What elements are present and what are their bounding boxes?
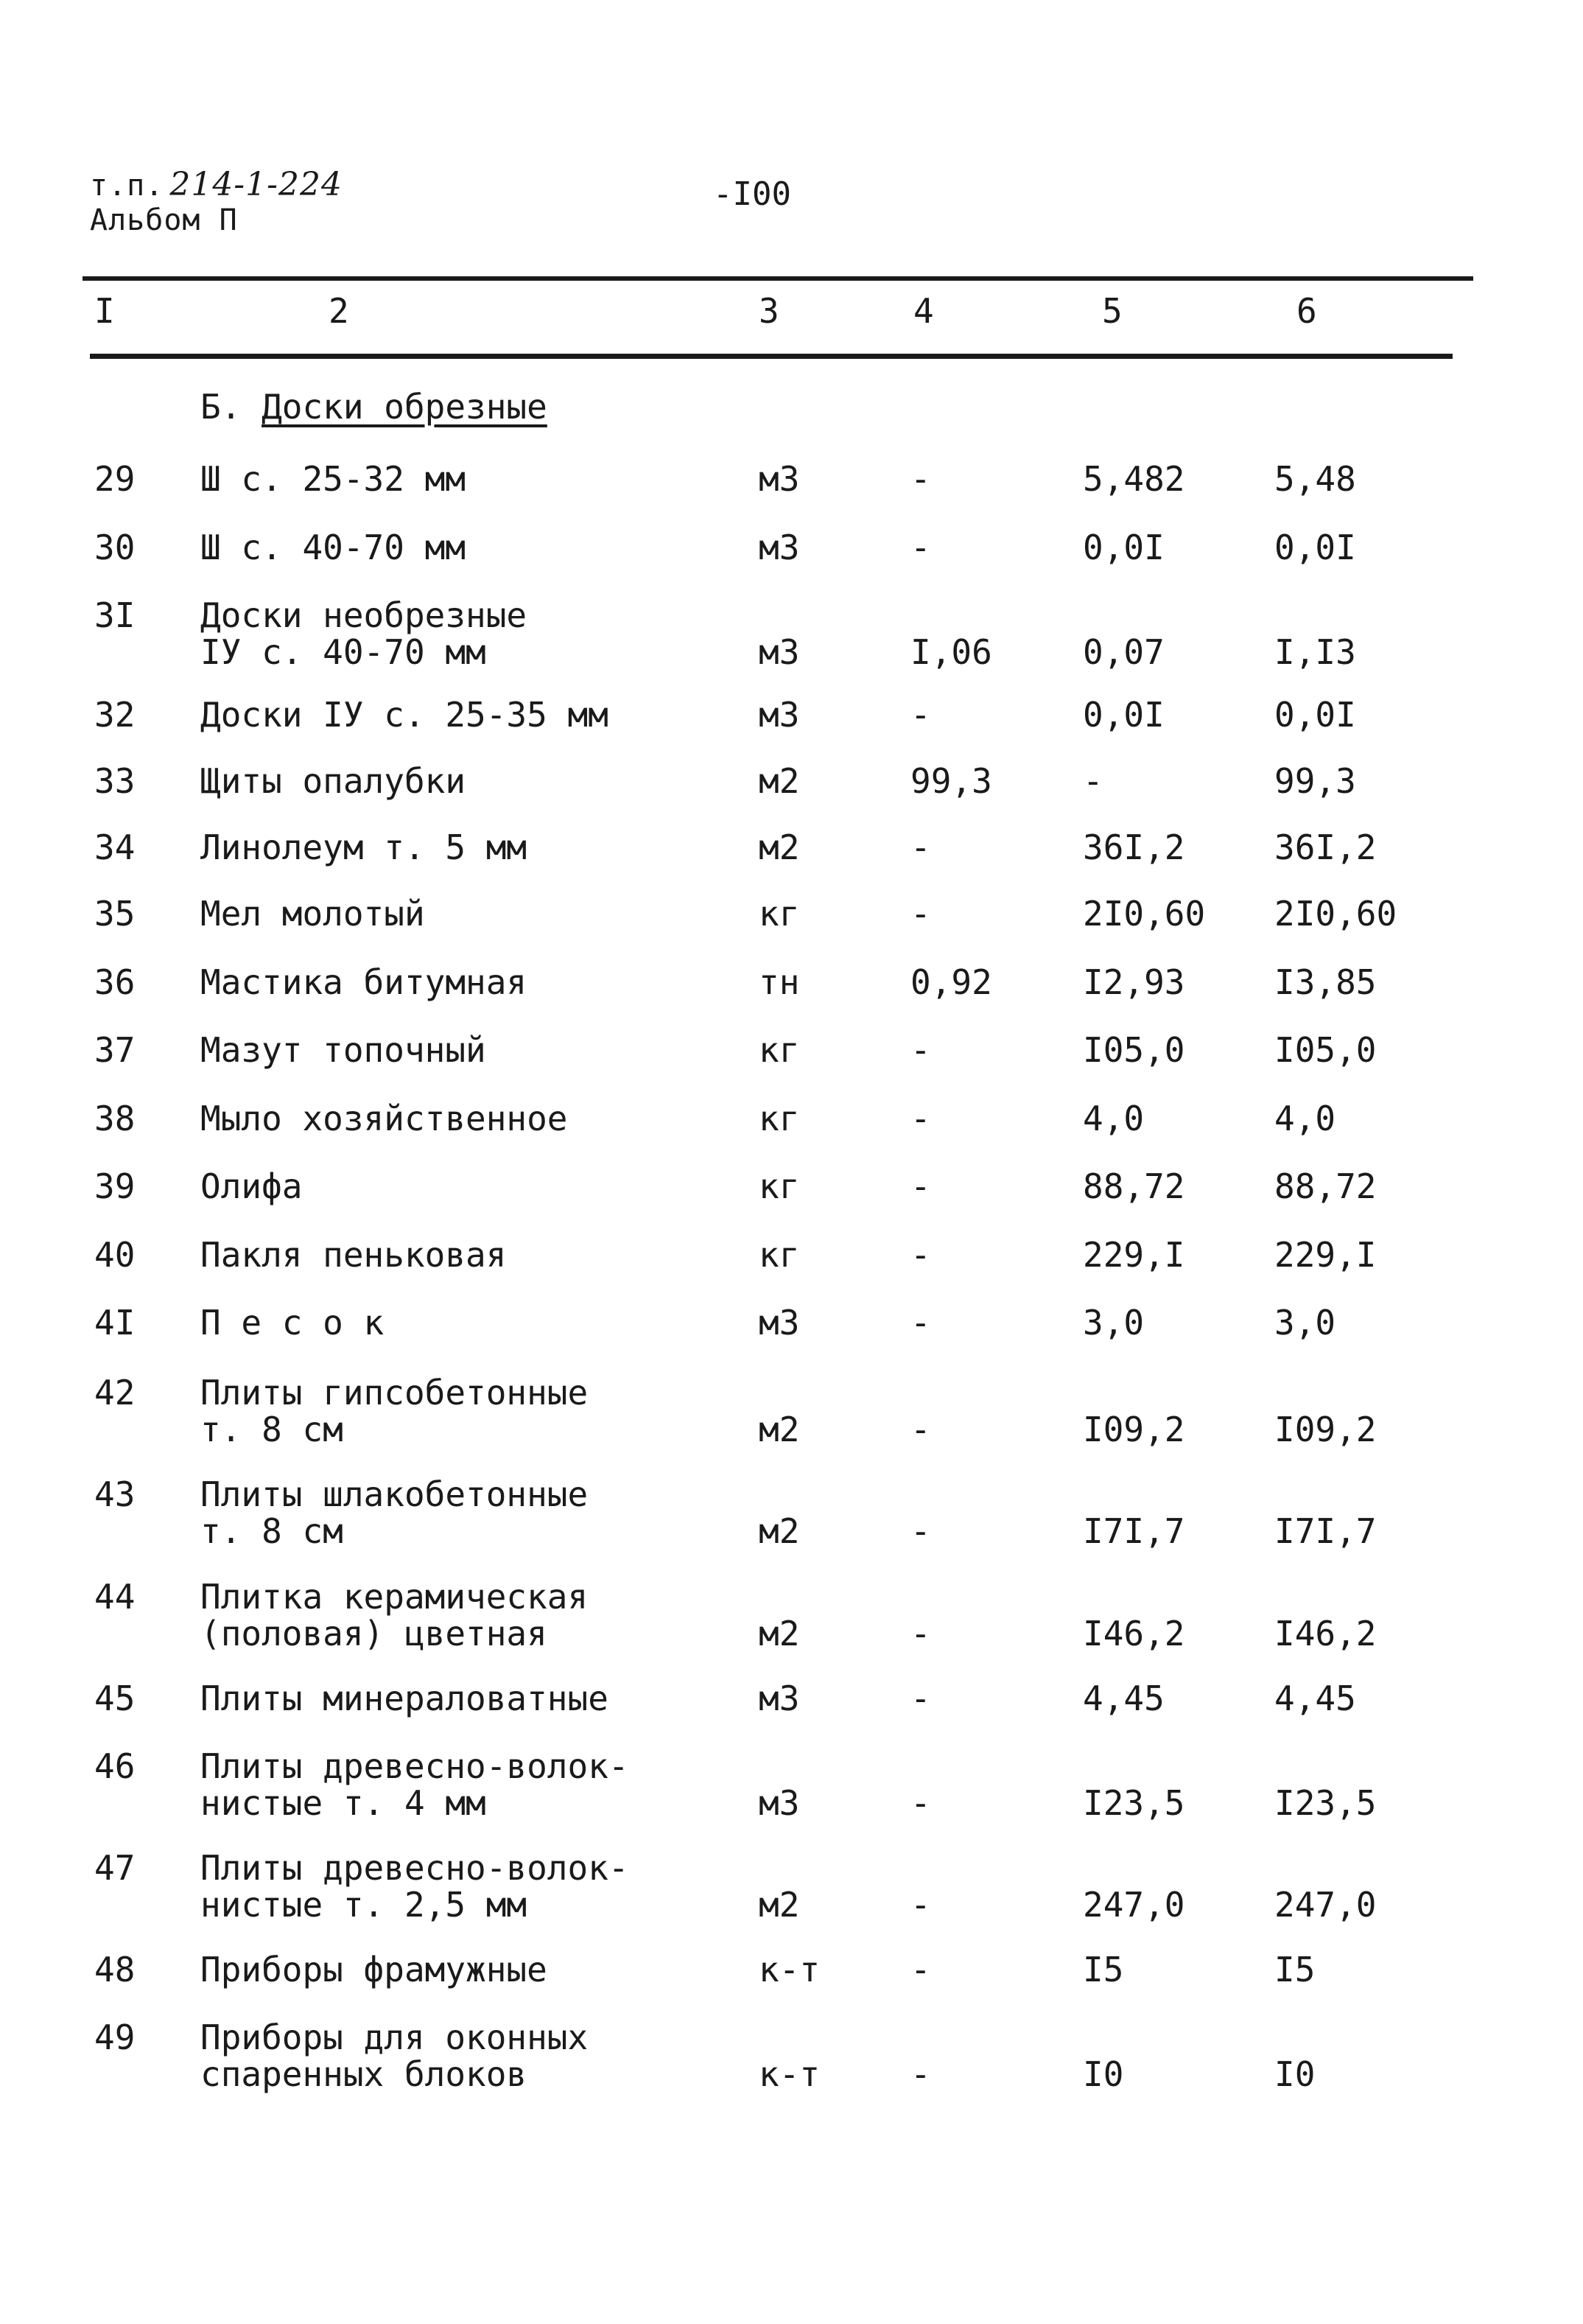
material-name (200, 895, 425, 932)
value-col4: - (910, 1511, 931, 1551)
unit-cell: к-т (759, 1950, 821, 1989)
table-top-rule (83, 276, 1473, 281)
material-name-line: Ш с. 25-32 мм (200, 459, 466, 499)
value-col6: I3,85 (1274, 962, 1377, 1002)
album-label: Альбом П (90, 203, 238, 237)
value-col5: 36I,2 (1083, 827, 1185, 867)
material-name-line: т. 8 см (200, 1410, 343, 1449)
column-header-5: 5 (1102, 291, 1123, 331)
value-col6: 0,0I (1274, 528, 1356, 567)
material-name (200, 1374, 588, 1448)
material-name (200, 1476, 588, 1550)
table-header-rule (90, 354, 1453, 359)
value-col5: 229,I (1083, 1235, 1185, 1275)
unit-cell: тн (759, 962, 800, 1002)
value-col4: - (910, 1235, 931, 1275)
value-col5: - (1083, 761, 1103, 801)
value-col6: I5 (1274, 1950, 1316, 1989)
row-number: 37 (94, 1030, 136, 1070)
value-col4: 99,3 (910, 761, 992, 801)
value-col5: 4,0 (1083, 1099, 1145, 1138)
material-name (200, 696, 608, 733)
row-number: 33 (94, 761, 136, 801)
material-name-line: Щиты опалубки (200, 761, 466, 801)
value-col4: - (910, 695, 931, 735)
unit-cell: м3 (759, 459, 800, 499)
value-col6: I23,5 (1274, 1783, 1377, 1823)
value-col5: I2,93 (1083, 962, 1185, 1002)
value-col5: I5 (1083, 1950, 1124, 1989)
row-number: 44 (94, 1577, 136, 1617)
value-col6: 36I,2 (1274, 827, 1377, 867)
value-col5: 0,0I (1083, 695, 1165, 735)
row-number: 40 (94, 1235, 136, 1275)
value-col4: - (910, 1679, 931, 1718)
value-col6: 4,45 (1274, 1679, 1356, 1718)
value-col5: 2I0,60 (1083, 894, 1206, 934)
material-name (200, 964, 527, 1001)
value-col5: 0,0I (1083, 528, 1165, 567)
material-name-line: Мастика битумная (200, 962, 527, 1002)
row-number: 35 (94, 894, 136, 934)
value-col4: - (910, 459, 931, 499)
value-col4: - (910, 827, 931, 867)
unit-cell: м2 (759, 1410, 800, 1449)
material-name (200, 829, 527, 866)
row-number: 48 (94, 1950, 136, 1989)
unit-cell: м2 (759, 761, 800, 801)
material-name-line: Ш с. 40-70 мм (200, 528, 466, 567)
unit-cell: м3 (759, 1783, 800, 1823)
value-col6: 4,0 (1274, 1099, 1336, 1138)
material-name-line: нистые т. 2,5 мм (200, 1885, 527, 1925)
material-name (200, 1304, 384, 1341)
unit-cell: к-т (759, 2054, 821, 2094)
column-header-6: 6 (1296, 291, 1317, 331)
material-name-line: Приборы для оконных (200, 2017, 589, 2057)
project-code-number: 214-1-224 (169, 166, 343, 203)
value-col4: - (910, 1950, 931, 1989)
material-name-line: Плиты шлакобетонные (200, 1474, 589, 1514)
row-number: 39 (94, 1166, 136, 1206)
material-name (200, 1236, 506, 1273)
value-col5: I05,0 (1083, 1030, 1185, 1070)
material-name-line: нистые т. 4 мм (200, 1783, 486, 1823)
value-col4: - (910, 1030, 931, 1070)
material-name (200, 529, 466, 566)
material-name-line: П е с о к (200, 1303, 385, 1343)
row-number: 45 (94, 1679, 136, 1718)
material-name (200, 2019, 588, 2093)
material-name (200, 1680, 608, 1717)
unit-cell: кг (759, 1030, 800, 1070)
value-col5: I09,2 (1083, 1410, 1185, 1449)
value-col4: - (910, 528, 931, 567)
material-name (200, 1168, 302, 1205)
project-code-label: т.п. (90, 169, 164, 203)
value-col4: - (910, 1099, 931, 1138)
unit-cell: м3 (759, 695, 800, 735)
row-number: 29 (94, 459, 136, 499)
value-col5: 4,45 (1083, 1679, 1165, 1718)
value-col5: I7I,7 (1083, 1511, 1185, 1551)
value-col6: 99,3 (1274, 761, 1356, 801)
unit-cell: м3 (759, 528, 800, 567)
material-name (200, 763, 466, 799)
material-name-line: Олифа (200, 1166, 303, 1206)
unit-cell: м3 (759, 1303, 800, 1343)
value-col4: - (910, 1303, 931, 1343)
material-name-line: Мел молотый (200, 894, 425, 934)
column-header-4: 4 (913, 291, 934, 331)
row-number: 32 (94, 695, 136, 735)
project-code (90, 166, 343, 203)
unit-cell: м3 (759, 632, 800, 672)
value-col6: 229,I (1274, 1235, 1377, 1275)
value-col4: - (910, 1783, 931, 1823)
row-number: 49 (94, 2017, 136, 2057)
value-col4: - (910, 1166, 931, 1206)
material-name-line: IУ с. 40-70 мм (200, 632, 486, 672)
material-name (200, 1100, 568, 1137)
row-number: 46 (94, 1746, 136, 1786)
value-col6: I,I3 (1274, 632, 1356, 672)
unit-cell: м2 (759, 1511, 800, 1551)
material-name (200, 461, 466, 497)
row-number: 47 (94, 1848, 136, 1888)
column-header-2: 2 (329, 291, 349, 331)
value-col5: I23,5 (1083, 1783, 1185, 1823)
material-name-line: Плиты гипсобетонные (200, 1373, 589, 1413)
value-col4: - (910, 1614, 931, 1653)
section-heading (200, 387, 547, 427)
value-col6: I09,2 (1274, 1410, 1377, 1449)
value-col6: I0 (1274, 2054, 1316, 2094)
value-col4: - (910, 1410, 931, 1449)
value-col5: 0,07 (1083, 632, 1165, 672)
material-name-line: Плиты древесно-волок- (200, 1746, 629, 1786)
value-col6: 2I0,60 (1274, 894, 1397, 934)
material-name-line: Доски необрезные (200, 595, 527, 635)
value-col6: 247,0 (1274, 1885, 1377, 1925)
value-col5: I0 (1083, 2054, 1124, 2094)
material-name-line: Доски IУ с. 25-35 мм (200, 695, 608, 735)
row-number: 34 (94, 827, 136, 867)
material-name (200, 1748, 629, 1821)
material-name-line: Плитка керамическая (200, 1577, 589, 1617)
material-name (200, 1032, 486, 1068)
value-col6: 5,48 (1274, 459, 1356, 499)
row-number: 43 (94, 1474, 136, 1514)
unit-cell: кг (759, 1099, 800, 1138)
unit-cell: кг (759, 1235, 800, 1275)
unit-cell: кг (759, 1166, 800, 1206)
value-col6: I05,0 (1274, 1030, 1377, 1070)
row-number: 38 (94, 1099, 136, 1138)
material-name (200, 597, 527, 671)
unit-cell: м2 (759, 1614, 800, 1653)
material-name (200, 1849, 629, 1923)
material-name-line: т. 8 см (200, 1511, 343, 1551)
value-col6: 0,0I (1274, 695, 1356, 735)
column-header-3: 3 (759, 291, 779, 331)
value-col5: 5,482 (1083, 459, 1185, 499)
unit-cell: кг (759, 894, 800, 934)
material-name-line: Мазут топочный (200, 1030, 486, 1070)
material-name-line: Мыло хозяйственное (200, 1099, 568, 1138)
value-col5: 247,0 (1083, 1885, 1185, 1925)
value-col6: 88,72 (1274, 1166, 1377, 1206)
value-col5: 3,0 (1083, 1303, 1145, 1343)
section-title: Доски обрезные (262, 387, 547, 427)
unit-cell: м3 (759, 1679, 800, 1718)
value-col4: - (910, 1885, 931, 1925)
value-col6: 3,0 (1274, 1303, 1336, 1343)
row-number: 36 (94, 962, 136, 1002)
material-name-line: Плиты древесно-волок- (200, 1848, 629, 1888)
value-col5: I46,2 (1083, 1614, 1185, 1653)
value-col4: - (910, 894, 931, 934)
value-col4: - (910, 2054, 931, 2094)
material-name-line: Плиты минераловатные (200, 1679, 608, 1718)
material-name-line: Приборы фрамужные (200, 1950, 547, 1989)
value-col6: I7I,7 (1274, 1511, 1377, 1551)
row-number: 3I (94, 595, 136, 635)
material-name-line: Пакля пеньковая (200, 1235, 507, 1275)
column-header-1: I (94, 291, 115, 331)
section-prefix: Б. (200, 387, 242, 427)
value-col6: I46,2 (1274, 1614, 1377, 1653)
material-name (200, 1578, 588, 1652)
value-col5: 88,72 (1083, 1166, 1185, 1206)
material-name-line: (половая) цветная (200, 1614, 547, 1653)
row-number: 42 (94, 1373, 136, 1413)
value-col4: 0,92 (910, 962, 992, 1002)
material-name-line: спаренных блоков (200, 2054, 527, 2094)
row-number: 30 (94, 528, 136, 567)
page-number: -I00 (713, 175, 791, 213)
unit-cell: м2 (759, 1885, 800, 1925)
row-number: 4I (94, 1303, 136, 1343)
unit-cell: м2 (759, 827, 800, 867)
material-name (200, 1951, 547, 1988)
material-name-line: Линолеум т. 5 мм (200, 827, 527, 867)
value-col4: I,06 (910, 632, 992, 672)
